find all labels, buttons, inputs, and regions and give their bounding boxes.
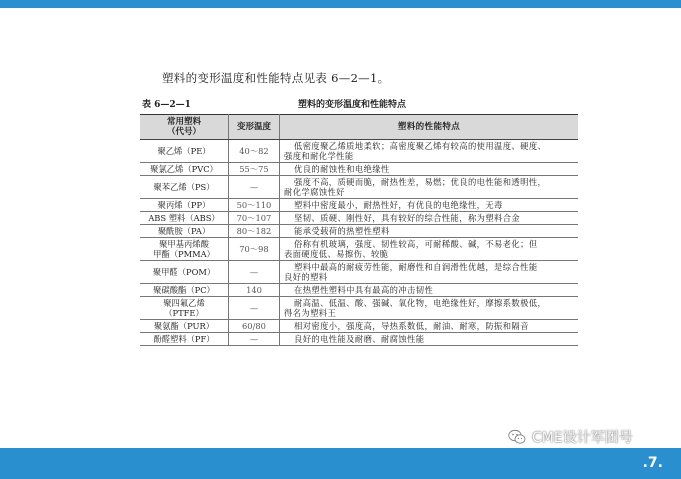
- features-cell: 在热塑性塑料中具有最高的冲击韧性: [280, 284, 579, 297]
- deform-temp-cell: 40～82: [229, 140, 280, 163]
- features-cell: 优良的耐蚀性和电绝缘性: [280, 163, 579, 176]
- table-body: [140, 140, 578, 346]
- plastics-table: [140, 114, 578, 346]
- plastic-name-cell: ABS 塑料（ABS）: [140, 212, 229, 225]
- features-cell: 坚韧、质硬、刚性好，具有较好的综合性能，称为塑料合金: [280, 212, 579, 225]
- table-row: [140, 333, 578, 346]
- plastic-name-cell: 聚丙烯（PP）: [140, 199, 229, 212]
- deform-temp-cell: 50～110: [229, 199, 280, 212]
- bottom-accent-bar: [0, 448, 681, 479]
- plastic-name-cell: 聚甲醛（POM）: [140, 261, 229, 284]
- intro-text: 塑料的变形温度和性能特点见表 6—2—1。: [162, 71, 390, 85]
- table-row: [140, 284, 578, 297]
- plastic-name-cell: 聚乙烯（PE）: [140, 140, 229, 163]
- table-row: [140, 176, 578, 199]
- table-row: [140, 261, 578, 284]
- plastic-name-cell: 聚甲基丙烯酸 甲酯（PMMA）: [140, 238, 229, 261]
- table-row: [140, 212, 578, 225]
- deform-temp-cell: —: [229, 261, 280, 284]
- features-cell: 强度不高，质硬而脆，耐热性差，易燃；优良的电性能和透明性， 耐化学腐蚀性好: [280, 176, 579, 199]
- table-title: 塑料的变形温度和性能特点: [298, 100, 407, 110]
- deform-temp-cell: —: [229, 176, 280, 199]
- plastic-name-cell: 聚苯乙烯（PS）: [140, 176, 229, 199]
- wechat-icon: [508, 429, 526, 445]
- deform-temp-cell: 140: [229, 284, 280, 297]
- deform-temp-cell: 70～98: [229, 238, 280, 261]
- table-caption: [140, 97, 580, 111]
- plastic-name-cell: 酚醛塑料（PF）: [140, 333, 229, 346]
- plastic-name-cell: 聚酰胺（PA）: [140, 225, 229, 238]
- watermark: [508, 427, 633, 447]
- features-cell: 俗称有机玻璃，强度、韧性较高，可耐稀酸、碱，不易老化；但 表面硬度低、易擦伤、较脆: [280, 238, 579, 261]
- table-row: [140, 297, 578, 320]
- features-cell: 良好的电性能及耐磨、耐腐蚀性能: [280, 333, 579, 346]
- deform-temp-cell: —: [229, 333, 280, 346]
- table-row: [140, 225, 578, 238]
- deform-temp-cell: 70～107: [229, 212, 280, 225]
- features-cell: 耐高温、低温、酸、强碱、氧化物，电绝缘性好，摩擦系数极低， 得名为塑料王: [280, 297, 579, 320]
- watermark-text: CME设计军团号: [532, 430, 633, 446]
- deform-temp-cell: 60/80: [229, 320, 280, 333]
- plastic-name-cell: 聚碳酸酯（PC）: [140, 284, 229, 297]
- features-cell: 低密度聚乙烯质地柔软；高密度聚乙烯有较高的使用温度、硬度、 强度和耐化学性能: [280, 140, 579, 163]
- plastic-name-cell: 聚氯乙烯（PVC）: [140, 163, 229, 176]
- plastic-name-cell: 聚四氟乙烯 （PTFE）: [140, 297, 229, 320]
- features-cell: 塑料中最高的耐疲劳性能，耐磨性和自润滑性优越，是综合性能 良好的塑料: [280, 261, 579, 284]
- table-row: [140, 238, 578, 261]
- table-row: [140, 163, 578, 176]
- top-accent-bar: [0, 0, 681, 8]
- page-number: .7.: [642, 455, 663, 471]
- features-cell: 能承受载荷的热塑性塑料: [280, 225, 579, 238]
- features-cell: 相对密度小，强度高，导热系数低，耐油、耐寒，防振和隔音: [280, 320, 579, 333]
- features-cell: 塑料中密度最小，耐热性好，有优良的电绝缘性，无毒: [280, 199, 579, 212]
- header-features: 塑料的性能特点: [280, 115, 579, 140]
- deform-temp-cell: —: [229, 297, 280, 320]
- header-plastic-name: 常用塑料 （代号）: [140, 115, 229, 140]
- table-row: [140, 199, 578, 212]
- table-row: [140, 140, 578, 163]
- table-header-row: [140, 115, 578, 140]
- table-number: 表 6—2—1: [142, 100, 191, 110]
- plastic-name-cell: 聚氨酯（PUR）: [140, 320, 229, 333]
- table-row: [140, 320, 578, 333]
- deform-temp-cell: 55～75: [229, 163, 280, 176]
- deform-temp-cell: 80～182: [229, 225, 280, 238]
- header-deform-temp: 变形温度: [229, 115, 280, 140]
